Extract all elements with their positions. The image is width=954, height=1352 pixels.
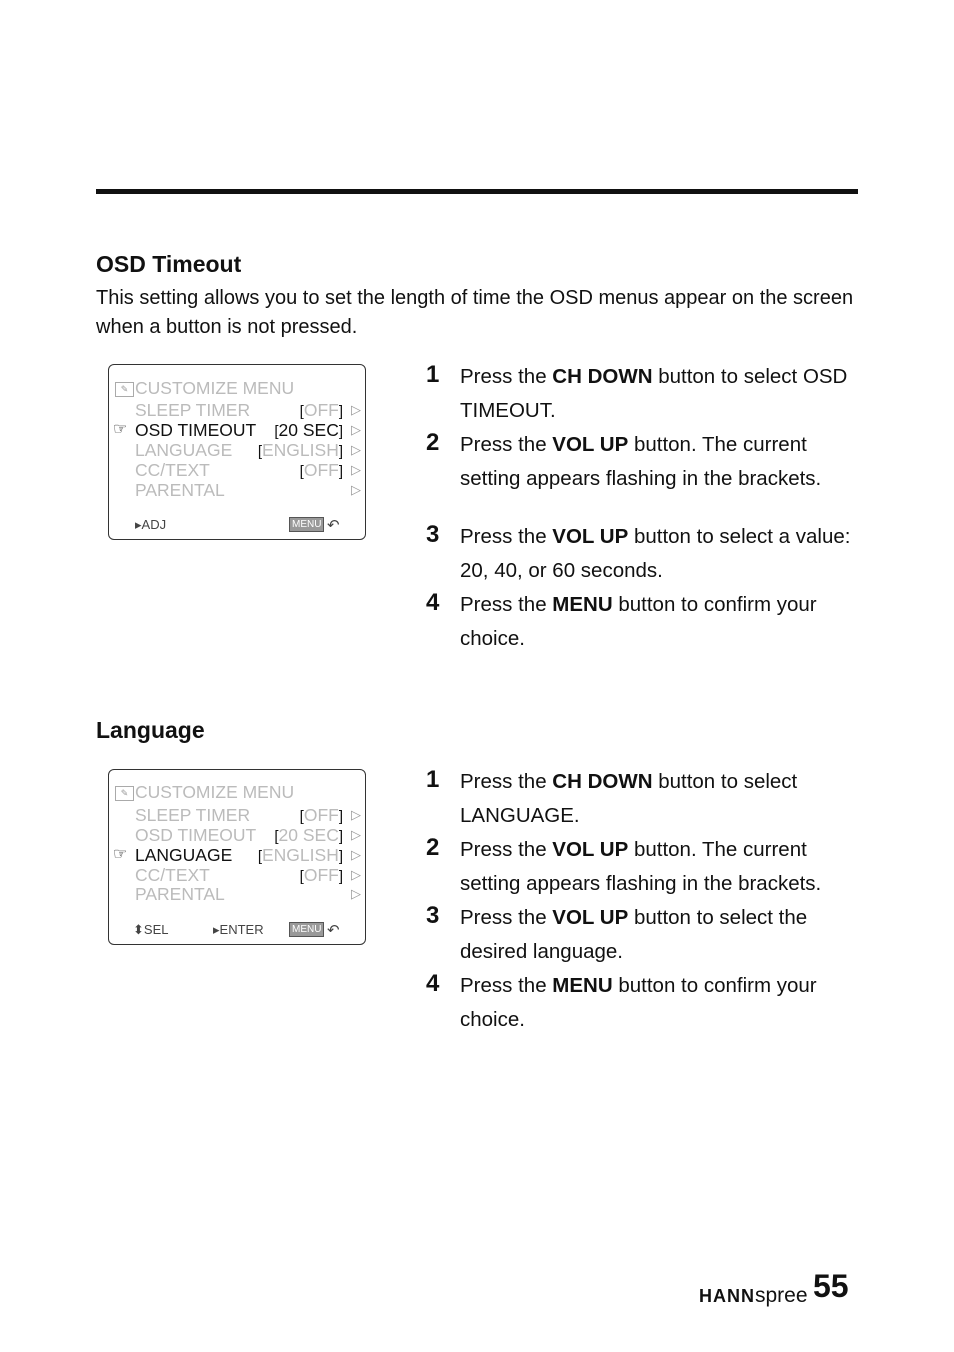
osd-row: SLEEP TIMER [OFF] ▷	[135, 805, 361, 825]
arrow-right-icon: ▷	[351, 886, 361, 901]
return-icon: ↶	[327, 922, 340, 939]
arrow-right-icon: ▷	[351, 422, 361, 437]
steps-list-timeout	[426, 360, 866, 656]
section-heading-osd-timeout: OSD Timeout	[96, 251, 242, 277]
section-heading-language: Language	[96, 717, 205, 743]
header-rule	[96, 189, 858, 194]
pointing-hand-icon: ☞	[113, 846, 128, 863]
osd-row: PARENTAL ▷	[135, 884, 361, 904]
step-item: 4 Press the MENU button to confirm your choice.	[426, 589, 817, 650]
step-item: 3 Press the VOL UP button to select a value: 20, 40, or 60 seconds.	[426, 521, 851, 582]
step-item: 4 Press the MENU button to confirm your choice.	[426, 970, 817, 1031]
arrow-right-icon: ▷	[351, 482, 361, 497]
arrow-right-icon: ▷	[351, 867, 361, 882]
arrow-right-icon: ▷	[351, 442, 361, 457]
arrow-right-icon: ▷	[351, 462, 361, 477]
pointing-hand-icon: ☞	[113, 421, 128, 438]
osd-footer-adj: ▸ADJ	[135, 517, 167, 532]
arrow-right-icon: ▷	[351, 807, 361, 822]
arrow-right-icon: ▷	[351, 827, 361, 842]
step-item: 1 Press the CH DOWN button to select LANGUAGE.	[426, 766, 798, 827]
osd-menu-screenshot-timeout	[108, 364, 366, 540]
step-item: 3 Press the VOL UP button to select the desired language.	[426, 902, 808, 963]
arrow-right-icon: ▷	[351, 847, 361, 862]
osd-row: OSD TIMEOUT [20 SEC] ▷	[135, 825, 361, 845]
steps-list-language	[426, 765, 866, 1037]
customize-icon: ✎	[115, 786, 134, 801]
customize-icon: ✎	[115, 382, 134, 397]
menu-key-icon: MENU	[289, 922, 324, 937]
osd-footer-enter: ▸ENTER	[213, 922, 264, 937]
brand-logo: HANNspree	[699, 1284, 808, 1307]
osd-row: CC/TEXT [OFF] ▷	[135, 460, 361, 480]
step-item: 1 Press the CH DOWN button to select OSD TIMEOUT.	[426, 361, 848, 422]
osd-row-selected: ☞ OSD TIMEOUT [20 SEC] ▷	[113, 420, 361, 440]
menu-key-icon: MENU	[289, 517, 324, 532]
osd-row: LANGUAGE [ENGLISH] ▷	[135, 440, 361, 460]
osd-title: CUSTOMIZE MENU	[135, 378, 295, 398]
step-item: 2 Press the VOL UP button. The current setting appears flashing in the brackets.	[426, 429, 822, 490]
return-icon: ↶	[327, 517, 340, 534]
page-number: 55	[813, 1268, 849, 1304]
osd-title: CUSTOMIZE MENU	[135, 782, 295, 802]
osd-row: CC/TEXT [OFF] ▷	[135, 865, 361, 885]
osd-menu-screenshot-language	[108, 769, 366, 945]
osd-row: SLEEP TIMER [OFF] ▷	[135, 400, 361, 420]
osd-row: PARENTAL ▷	[135, 480, 361, 500]
intro-paragraph: This setting allows you to set the length of time the OSD menus appear on the screen when a button is not pressed.	[96, 287, 854, 338]
arrow-right-icon: ▷	[351, 402, 361, 417]
osd-row-selected: ☞ LANGUAGE [ENGLISH] ▷	[113, 845, 361, 865]
osd-footer-sel: ⬍SEL	[133, 922, 169, 937]
step-item: 2 Press the VOL UP button. The current setting appears flashing in the brackets.	[426, 834, 822, 895]
